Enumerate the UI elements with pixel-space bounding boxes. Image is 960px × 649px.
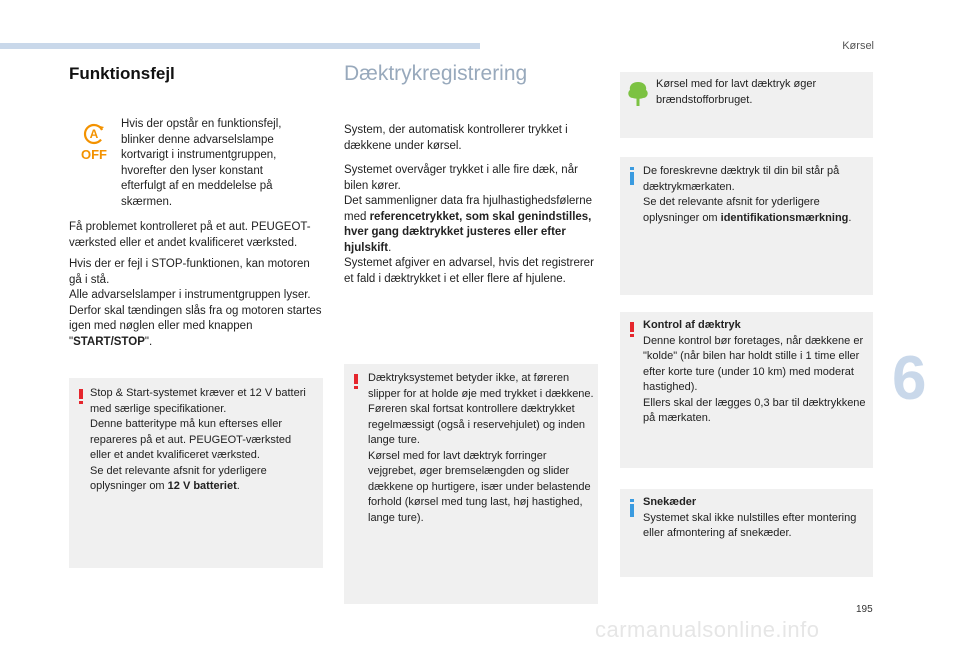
pressure-info-box: De foreskrevne dæktryk til din bil står på dæktrykmærkaten. Se det relevante afsnit for yderligere oplysninger om identifikationsmærkning. <box>620 157 873 295</box>
battery-warning-box: Stop & Start-systemet kræver et 12 V batteri med særlige specifikationer. Denne batteritype må kun efterses eller repareres på et aut. PEUGEOT-værksted eller et andet kvalificeret værksted. Se det relevante afsnit for yderligere oplysninger om 12 V batteriet. <box>69 378 323 568</box>
heading-daektrykregistrering: Dæktrykregistrering <box>344 62 528 85</box>
header-bar <box>0 43 480 49</box>
funktionsfejl-p3: Alle advarselslamper i instrumentgruppen lyser. Derfor skal tændingen slås fra og motoren startes igen med nøglen eller med knappen "START/STOP". <box>69 289 322 348</box>
funktionsfejl-p2: Hvis der er fejl i STOP-funktionen, kan motoren gå i stå. <box>69 258 310 286</box>
auto-stop-off-icon <box>79 122 109 162</box>
info-icon <box>630 167 634 185</box>
funktionsfejl-body <box>69 220 325 356</box>
daektryk-p4: Systemet afgiver en advarsel, hvis det registrerer et fald i dæktrykket i et eller flere af hjulene. <box>344 257 594 285</box>
page-number: 195 <box>856 604 873 615</box>
warning-icon <box>630 322 634 336</box>
daektryk-p2: Systemet overvåger trykket i alle fire dæk, når bilen kører. <box>344 164 578 192</box>
info-icon <box>630 499 634 517</box>
daektryk-body <box>344 123 596 293</box>
section-label: Kørsel <box>842 40 874 52</box>
column-daektryk <box>344 62 598 85</box>
tyre-warning-box: Dæktryksystemet betyder ikke, at føreren slipper for at holde øje med trykket i dækkene. Føreren skal fortsat kontrollere dæktrykket regelmæssigt (også i reservehjulet) og inden lange ture. Kørsel med for lavt dæktryk forringer vejgrebet, øger bremselængden og slider dækkene op hurtigere, især under belastende forhold (kørsel med tung last, høj hastighed, lange ture). <box>344 364 598 604</box>
heading-funktionsfejl: Funktionsfejl <box>69 64 175 83</box>
eco-tree-icon <box>626 80 650 108</box>
svg-text:A: A <box>89 127 99 141</box>
chapter-number: 6 <box>892 344 927 413</box>
pressure-check-warning-box: Kontrol af dæktryk Denne kontrol bør foretages, når dækkene er "kolde" (når bilen har holdt stille i 1 time eller efter korte ture (under 10 km) med moderat hastighed). Ellers skal der lægges 0,3 bar til dæktrykkene på mærkaten. <box>620 312 873 468</box>
stop-start-warning-icon <box>79 122 109 162</box>
funktionsfejl-intro: Hvis der opstår en funktionsfejl, blinker denne advarselslampe kortvarigt i instrumentgruppen, hvorefter den lyser konstant efterfulgt af en meddelelse på skærmen. <box>121 118 282 208</box>
warning-icon <box>79 389 83 403</box>
watermark: carmanualsonline.info <box>595 617 820 642</box>
svg-text:OFF: OFF <box>81 147 107 162</box>
daektryk-p3: Det sammenligner data fra hjulhastighedsfølerne med referencetrykket, som skal genindstilles, hver gang dæktrykket justeres eller efter hjulskift. <box>344 195 593 254</box>
column-funktionsfejl <box>69 66 323 82</box>
funktionsfejl-p1: Få problemet kontrolleret på et aut. PEUGEOT-værksted eller et andet kvalificeret værksted. <box>69 221 311 249</box>
snow-chains-info-box: Snekæder Systemet skal ikke nulstilles efter montering eller afmontering af snekæder. <box>620 489 873 577</box>
warning-icon <box>354 374 358 388</box>
eco-box: Kørsel med for lavt dæktryk øger brændstofforbruget. <box>620 72 873 138</box>
daektryk-p1: System, der automatisk kontrollerer trykket i dækkene under kørsel. <box>344 124 568 152</box>
